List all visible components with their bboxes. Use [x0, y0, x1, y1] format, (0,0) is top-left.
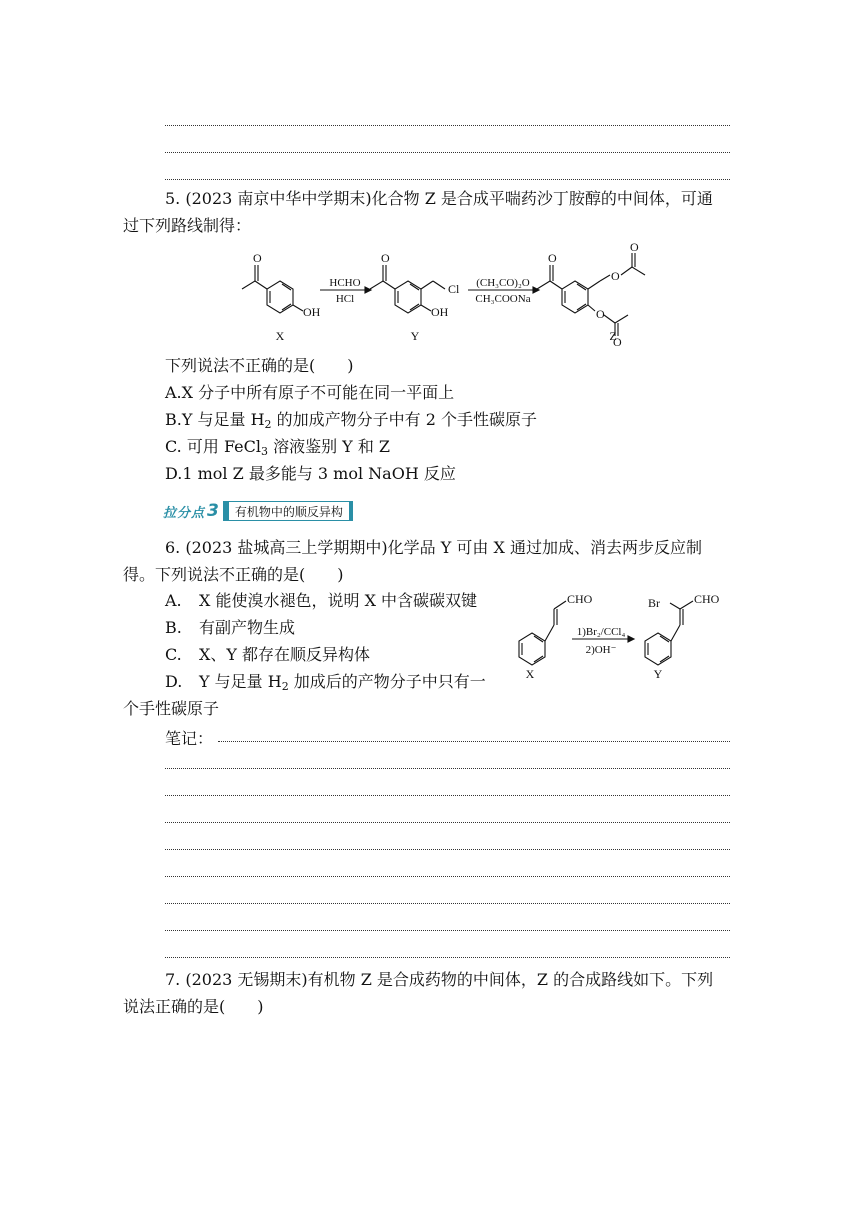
q5-option-d: D.1 mol Z 最多能与 3 mol NaOH 反应: [165, 464, 456, 483]
svg-text:O: O: [613, 335, 622, 349]
svg-text:HCl: HCl: [335, 293, 355, 305]
q6-stem-line2: 得。下列说法不正确的是( ): [123, 565, 344, 584]
notes-line: [165, 930, 730, 931]
q6-option-c: C. X、Y 都存在顺反异构体: [165, 645, 371, 664]
q5-stem-line2: 过下列路线制得：: [123, 216, 252, 235]
svg-text:CH₃COONa: CH₃COONa: [475, 293, 531, 305]
q7-stem-line1: 7. (2023 无锡期末)有机物 Z 是合成药物的中间体，Z 的合成路线如下。下列: [165, 970, 714, 989]
svg-text:O: O: [630, 243, 639, 254]
svg-text:HCHO: HCHO: [329, 277, 361, 289]
notes-line: [165, 849, 730, 850]
svg-text:O: O: [548, 251, 557, 265]
q6-option-b: B. 有副产物生成: [165, 618, 296, 637]
q5-option-b: B.Y 与足量 $H_2$ 的加成产物分子中有 2 个手性碳原子: [165, 410, 537, 431]
notes-line: [218, 741, 730, 742]
q6-option-d: D. Y 与足量 $H_2$ 加成后的产物分子中只有一: [165, 672, 486, 693]
notes-line: [165, 876, 730, 877]
q5-stem-line1: 5. (2023 南京中华中学期末)化合物 Z 是合成平喘药沙丁胺醇的中间体，可通: [165, 189, 713, 208]
svg-text:O: O: [381, 251, 390, 265]
notes-line: [165, 795, 730, 796]
answer-line: [165, 152, 730, 153]
answer-line: [165, 125, 730, 126]
q5-question: 下列说法不正确的是( ): [165, 356, 354, 375]
q7-stem-line2: 说法正确的是( ): [123, 997, 264, 1016]
svg-text:O: O: [253, 251, 262, 265]
notes-line: [165, 903, 730, 904]
section-tag-title: 有机物中的顺反异构: [223, 501, 353, 521]
svg-text:O: O: [596, 307, 605, 321]
svg-text:X: X: [275, 329, 285, 343]
q6-stem-line1: 6. (2023 盐城高三上学期期中)化学品 Y 可由 X 通过加成、消去两步反应制: [165, 538, 702, 557]
svg-text:2)OH⁻: 2)OH⁻: [585, 644, 617, 656]
svg-text:CHO: CHO: [567, 592, 593, 606]
svg-text:Br: Br: [648, 596, 660, 610]
svg-text:1)Br₂/CCl₄: 1)Br₂/CCl₄: [576, 626, 626, 638]
notes-line: [165, 957, 730, 958]
svg-text:Cl: Cl: [448, 282, 460, 296]
svg-text:OH: OH: [303, 305, 321, 319]
svg-text:Y: Y: [653, 667, 663, 681]
q5-reaction-scheme: [225, 243, 695, 349]
q5-option-c: C. 可用 FeCl$_3$ 溶液鉴别 Y 和 Z: [165, 437, 391, 458]
svg-text:Y: Y: [410, 329, 420, 343]
svg-text:O: O: [611, 269, 620, 283]
section-tag: [163, 501, 353, 521]
q6-reaction-scheme: [510, 587, 735, 682]
notes-line: [165, 822, 730, 823]
svg-text:CHO: CHO: [694, 592, 720, 606]
q5-option-a: A.X 分子中所有原子不可能在同一平面上: [165, 383, 455, 402]
svg-text:X: X: [525, 667, 535, 681]
section-tag-number: 3: [207, 501, 219, 521]
q6-option-a: A. X 能使溴水褪色，说明 X 中含碳碳双键: [165, 591, 478, 610]
section-tag-label: 拉分点: [163, 505, 206, 521]
q6-option-d-wrap: 个手性碳原子: [123, 699, 220, 718]
svg-text:(CH₃CO)₂O: (CH₃CO)₂O: [476, 277, 530, 289]
notes-label: 笔记：: [165, 729, 214, 748]
svg-text:OH: OH: [431, 305, 449, 319]
answer-line: [165, 179, 730, 180]
notes-line: [165, 768, 730, 769]
svg-text:Z: Z: [609, 329, 617, 343]
